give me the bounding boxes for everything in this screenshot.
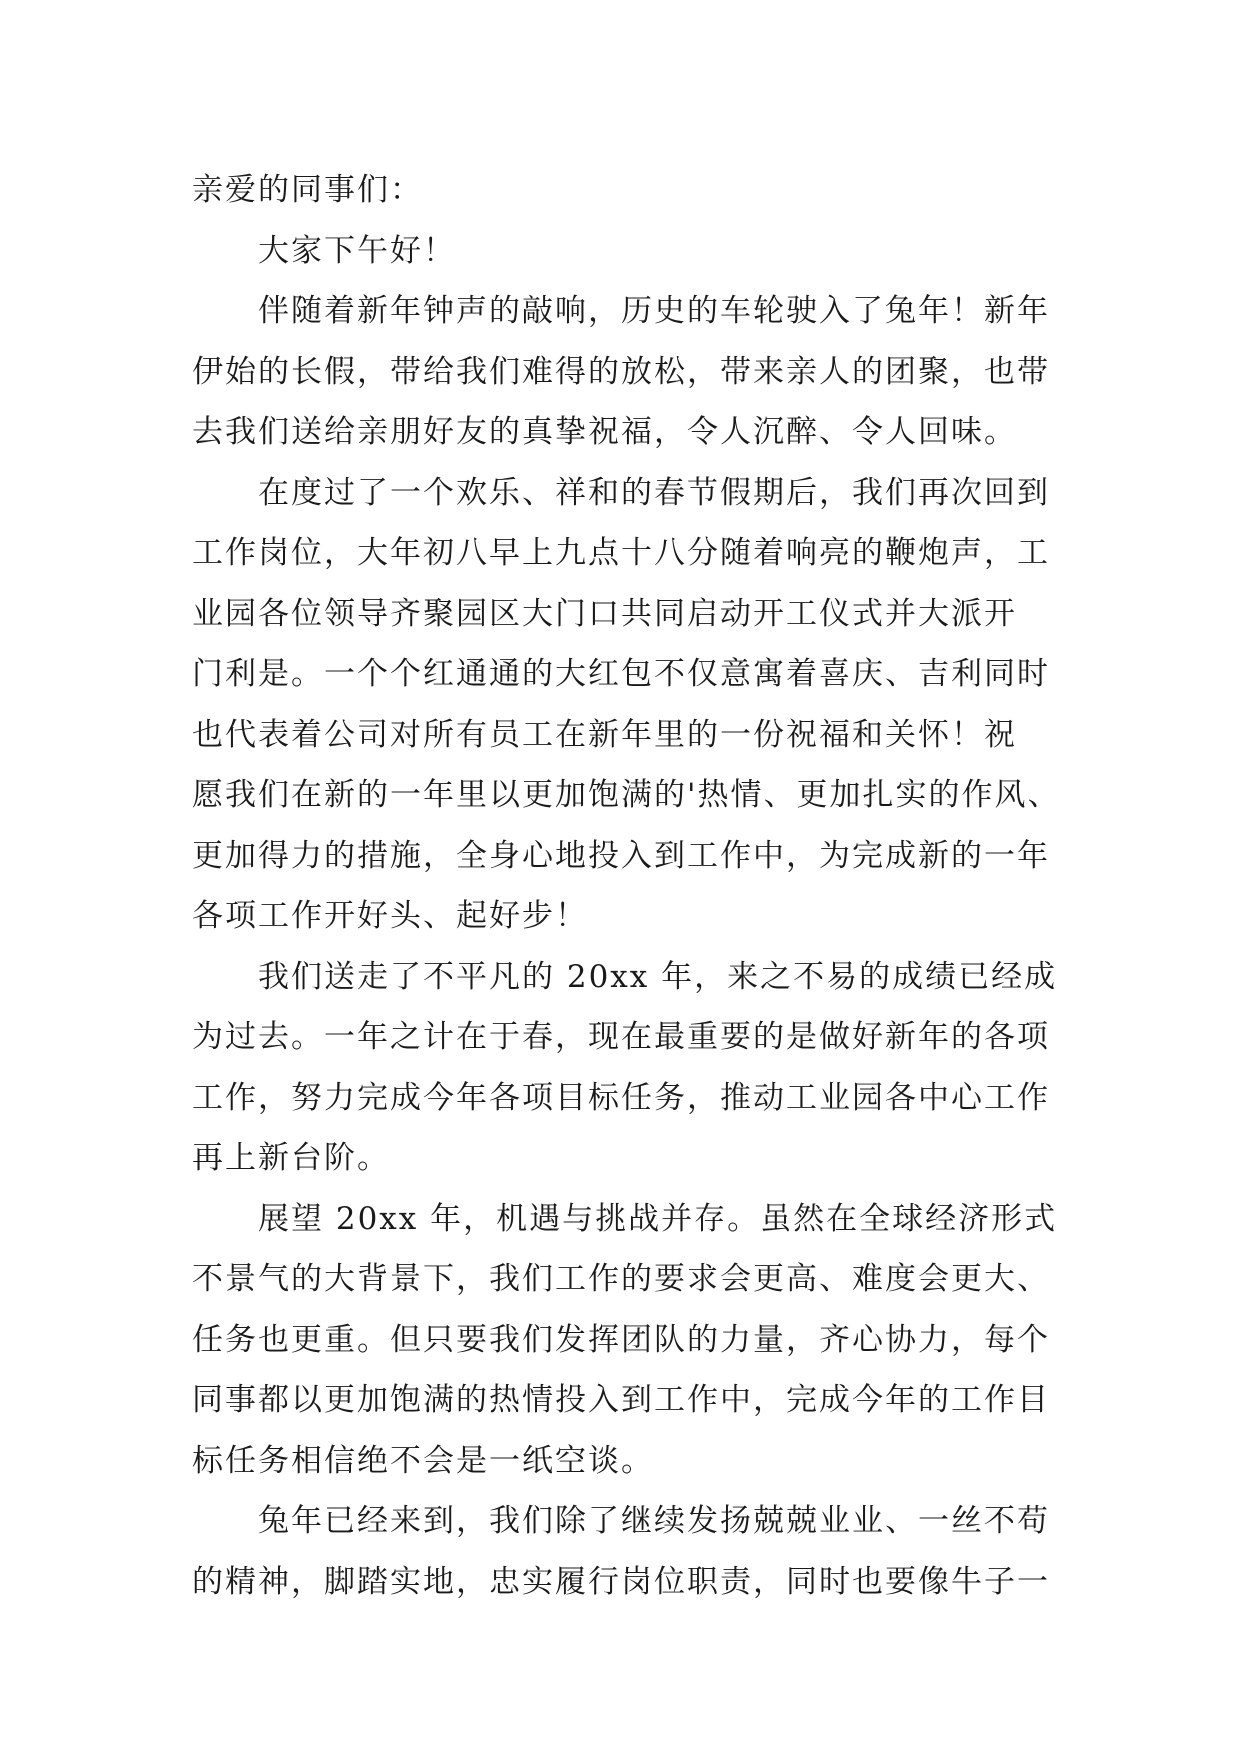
text-line: 不景气的大背景下，我们工作的要求会更高、难度会更大、 [192,1261,1050,1297]
text-line: 工作，努力完成今年各项目标任务，推动工业园各中心工作 [192,1079,1050,1116]
text-line: 伊始的长假，带给我们难得的放松，带来亲人的团聚，也带 [192,353,1050,390]
text-line: 展望 20xx 年，机遇与挑战并存。虽然在全球经济形式 [258,1200,1058,1237]
letter-body [192,160,1061,1612]
text-line: 为过去。一年之计在于春，现在最重要的是做好新年的各项 [192,1019,1050,1055]
text-line: 愿我们在新的一年里以更加饱满的'热情、更加扎实的作风、 [192,777,1061,813]
text-line: 同事都以更加饱满的热情投入到工作中，完成今年的工作目 [192,1382,1050,1418]
text-line: 大家下午好！ [258,232,456,269]
text-line: 去我们送给亲朋好友的真挚祝福，令人沉醉、令人回味。 [192,414,1017,450]
text-line: 业园各位领导齐聚园区大门口共同启动开工仪式并大派开 [192,595,1017,632]
text-line: 更加得力的措施，全身心地投入到工作中，为完成新的一年 [192,837,1050,874]
text-line: 在度过了一个欢乐、祥和的春节假期后，我们再次回到 [258,474,1050,511]
text-line: 工作岗位，大年初八早上九点十八分随着响亮的鞭炮声，工 [192,535,1050,571]
text-line: 伴随着新年钟声的敲响，历史的车轮驶入了兔年！新年 [258,293,1050,329]
text-line: 兔年已经来到，我们除了继续发扬兢兢业业、一丝不苟 [258,1503,1050,1539]
text-line: 的精神，脚踏实地，忠实履行岗位职责，同时也要像牛子一 [192,1563,1050,1600]
salutation-line: 亲爱的同事们： [192,172,423,208]
text-line: 标任务相信绝不会是一纸空谈。 [192,1442,654,1479]
text-line: 也代表着公司对所有员工在新年里的一份祝福和关怀！祝 [192,716,1017,753]
text-line: 我们送走了不平凡的 20xx 年，来之不易的成绩已经成 [258,958,1058,995]
text-line: 门利是。一个个红通通的大红包不仅意寓着喜庆、吉利同时 [192,656,1050,692]
text-line: 任务也更重。但只要我们发挥团队的力量，齐心协力，每个 [192,1321,1050,1358]
text-line: 各项工作开好头、起好步！ [192,898,588,934]
text-line: 再上新台阶。 [192,1140,390,1176]
